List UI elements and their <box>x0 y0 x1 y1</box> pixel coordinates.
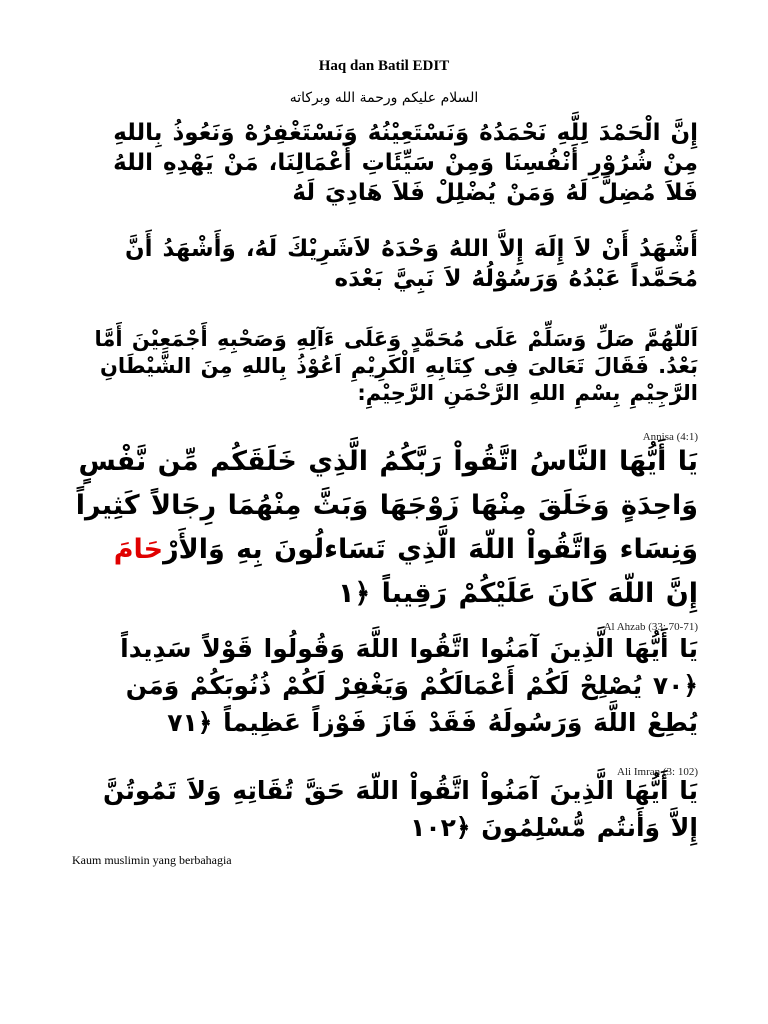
hamdalah-paragraph: إِنَّ الْحَمْدَ لِلَّهِ نَحْمَدُهُ وَنَسْتَعِيْنُهُ وَنَسْتَغْفِرُهْ وَنَعُوذُ بِاللهِ مِنْ شُرُوْرِ أَنْفُسِنَا وَمِنْ سَيِّئَاتِ أَعْمَالِنَا، مَنْ يَهْدِهِ اللهُ فَلاَ مُضِلَّ لَهُ وَمَنْ يُضْلِلْ فَلاَ هَادِيَ لَهُ <box>113 120 698 206</box>
verse-annisa-text-1: يَا أَيُّهَا النَّاسُ اتَّقُواْ رَبَّكُمُ الَّذِي خَلَقَكُم مِّن نَّفْسٍ وَاحِدَةٍ وَخَلَقَ مِنْهَا زَوْجَهَا وَبَثَّ مِنْهُمَا رِجَالاً كَثِيراً وَنِسَاء وَاتَّقُواْ اللّهَ الَّذِي تَسَاءلُونَ بِهِ وَالأَرْ <box>75 446 698 565</box>
verse-reference-annisa: Annisa (4:1) <box>642 431 698 443</box>
closing-line: Kaum muslimin yang berbahagia <box>72 853 232 867</box>
verse-annisa-text-2: إِنَّ اللّهَ كَانَ عَلَيْكُمْ رَقِيباً ﴿١ <box>337 578 698 609</box>
verse-al-ahzab: يَا أَيُّهَا الَّذِينَ آمَنُوا اتَّقُوا اللَّهَ وَقُولُوا قَوْلاً سَدِيداً ﴿٧٠ يُصْلِحْ لَكُمْ أَعْمَالَكُمْ وَيَغْفِرْ لَكُمْ ذُنُوبَكُمْ وَمَن يُطِعْ اللَّهَ وَرَسُولَهُ فَقَدْ فَازَ فَوْزاً عَظِيماً ﴿٧١ <box>120 634 698 737</box>
document-title: Haq dan Batil EDIT <box>318 58 450 74</box>
syahadat-paragraph: أَشْهَدُ أَنْ لاَ إِلَهَ إِلاَّ اللهُ وَحْدَهُ لاَشَرِيْكَ لَهُ، وَأَشْهَدُ أَنَّ مُحَمَّداً عَبْدُهُ وَرَسُوْلُهُ لاَ نَبِيَّ بَعْدَه <box>125 236 698 292</box>
verse-ali-imran: يَا أَيُّهَا الَّذِينَ آمَنُواْ اتَّقُواْ اللّهَ حَقَّ تُقَاتِهِ وَلاَ تَمُوتُنَّ إِلاَّ وَأَنتُم مُّسْلِمُونَ ﴿١٠٢ <box>103 776 698 842</box>
verse-annisa <box>72 440 698 616</box>
salam-greeting: السلام عليكم ورحمة الله وبركاته <box>289 90 479 106</box>
verse-annisa-highlight: حَامَ <box>113 534 164 565</box>
verse-reference-ali-imran: Ali Imran (3: 102) <box>617 766 698 778</box>
verse-reference-al-ahzab: Al Ahzab (33: 70-71) <box>603 621 698 633</box>
shalawat-paragraph: اَللّهُمَّ صَلِّ وَسَلِّمْ عَلَى مُحَمَّدٍ وَعَلَى ءَآلِهِ وَصَحْبِهِ أَجْمَعِيْنَ أَمَّا بَعْدُ. فَقَالَ تَعَالىَ فِى كِتَابِهِ الْكَرِيْمِ اَعُوْذُ بِاللهِ مِنَ الشَّيْطَانِ الرَّجِيْمِ بِسْمِ اللهِ الرَّحْمَنِ الرَّحِيْمِ: <box>94 327 698 405</box>
